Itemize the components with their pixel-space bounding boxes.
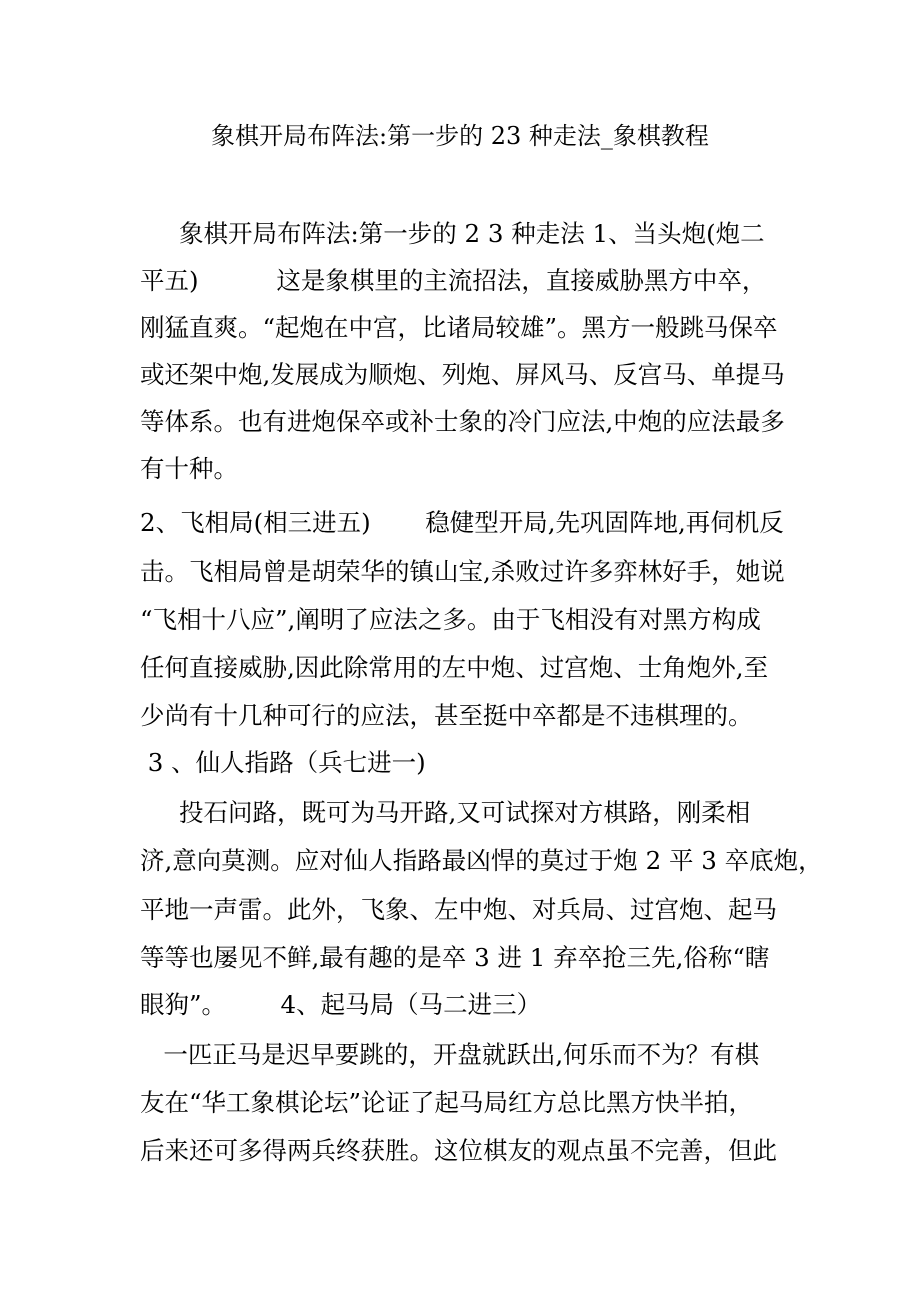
body-line: 2、飞相局(相三进五) 稳健型开局,先巩固阵地,再伺机反: [140, 508, 784, 537]
body-line: 或还架中炮,发展成为顺炮、列炮、屏风马、反宫马、单提马: [140, 360, 785, 389]
body-line: 后来还可多得两兵终获胜。这位棋友的观点虽不完善，但此: [140, 1136, 777, 1165]
body-line: 任何直接威胁,因此除常用的左中炮、过宫炮、士角炮外,至: [140, 653, 769, 682]
body-line: 象棋开局布阵法:第一步的 2 3 种走法 1、当头炮(炮二: [140, 219, 765, 248]
body-line: 有十种。: [140, 454, 238, 483]
body-line: 少尚有十几种可行的应法，甚至挺中卒都是不违棋理的。: [140, 701, 753, 730]
document-title: 象棋开局布阵法:第一步的 23 种走法_象棋教程: [211, 122, 709, 150]
body-line: “飞相十八应”,阐明了应法之多。由于飞相没有对黑方构成: [140, 605, 761, 634]
body-line: 击。飞相局曾是胡荣华的镇山宝,杀败过许多弈林好手，她说: [140, 557, 785, 586]
body-line: 平五) 这是象棋里的主流招法，直接威胁黑方中卒，: [140, 266, 767, 295]
body-line: 刚猛直爽。“起炮在中宫，比诸局较雄”。黑方一般跳马保卒: [140, 313, 778, 342]
body-line: 眼狗”。 4、起马局（马二进三）: [140, 990, 542, 1019]
body-line: 济,意向莫测。应对仙人指路最凶悍的莫过于炮 2 平 3 卒底炮，: [140, 846, 823, 875]
body-line: 等体系。也有进炮保卒或补士象的冷门应法,中炮的应法最多: [140, 407, 785, 436]
body-line: 投石问路，既可为马开路,又可试探对方棋路，刚柔相: [140, 798, 751, 827]
body-line: 友在“华工象棋论坛”论证了起马局红方总比黑方快半拍，: [140, 1088, 754, 1117]
body-line: 一匹正马是迟早要跳的，开盘就跃出,何乐而不为？有棋: [140, 1040, 760, 1069]
body-line: 3 、仙人指路（兵七进一): [140, 748, 426, 777]
body-line: 平地一声雷。此外，飞象、左中炮、对兵局、过宫炮、起马: [140, 895, 777, 924]
body-line: 等等也屡见不鲜,最有趣的是卒 3 进 1 弃卒抢三先,俗称“瞎: [140, 943, 770, 972]
